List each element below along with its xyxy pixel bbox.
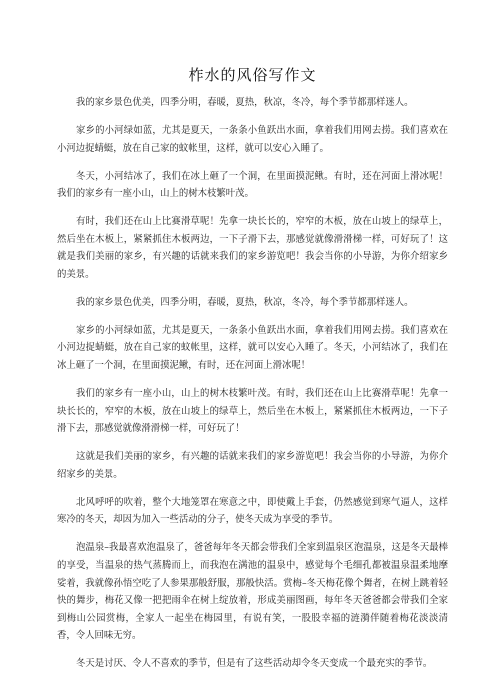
document-title: 柞水的风俗写作文 xyxy=(188,66,317,84)
paragraph: 我的家乡景色优美，四季分明，春暖，夏热，秋凉，冬冷，每个季节都那样迷人。 xyxy=(76,296,414,308)
paragraph: 有时，我们还在山上比赛滑草呢！先拿一块长长的，窄窄的木板，放在山坡上的绿草上，然后坐在木板上，紧紧抓住木板两边，一下子滑下去，那感觉就像滑滑梯一样，可好玩了！这就是我们美丽的家乡，有兴趣的话就来我们的家乡游览吧！我会当你的小导游，为你介绍家乡的美景。 xyxy=(57,216,448,280)
paragraph: 我的家乡景色优美，四季分明，春暖，夏热，秋凉，冬冷，每个季节都那样迷人。 xyxy=(76,97,414,108)
paragraph: 泡温泉–我最喜欢泡温泉了，爸爸每年冬天都会带我们全家到温泉区泡温泉，这是冬天最棒的享受，当温泉的热气蒸腾而上，而我泡在满池的温泉中，感觉每个毛细孔都被温泉温柔地摩娑着，我就像孙悟空吃了人参果那般舒服，那般快活。赏梅–冬天梅花像个舞者，在树上跳着轻快的舞步，梅花又像一把把雨伞在树上绽放着，形成美丽图画，每年冬天爸爸都会带我们全家到梅山公园赏梅，全家人一起坐在梅园里，有说有笑，一股股幸福的涟漪伴随着梅花淡淡清香，令人回味无穷。 xyxy=(57,542,448,642)
paragraph: 冬天，小河结冰了，我们在冰上砸了一个洞，在里面摸泥鳅。有时，还在河面上滑冰呢！我们的家乡有一座小山，山上的树木枝繁叶茂。 xyxy=(57,170,448,200)
paragraph: 这就是我们美丽的家乡，有兴趣的话就来我们的家乡游览吧！我会当你的小导游，为你介绍家乡的美景。 xyxy=(57,451,448,480)
paragraph: 家乡的小河绿如蓝，尤其是夏天，一条条小鱼跃出水面，拿着我们用网去捞。我们喜欢在小河边捉蜻蜓，放在自己家的蚊帐里，这样，就可以安心入睡了。冬天，小河结冰了，我们在冰上砸了一个洞，在里面摸泥鳅，有时，还在河面上滑冰呢！ xyxy=(57,324,448,372)
paragraph: 冬天是讨厌、令人不喜欢的季节，但是有了这些活动却令冬天变成一个最充实的季节。 xyxy=(76,658,433,670)
paragraph: 家乡的小河绿如蓝，尤其是夏天，一条条小鱼跃出水面，拿着我们用网去捞。我们喜欢在小河边捉蜻蜓，放在自己家的蚊帐里，这样，就可以安心入睡了。 xyxy=(57,124,448,154)
paragraph: 我们的家乡有一座小山，山上的树木枝繁叶茂。有时，我们还在山上比赛滑草呢！先拿一块长长的，窄窄的木板，放在山坡上的绿草上，然后坐在木板上，紧紧抓住木板两边，一下子滑下去，那感觉就像滑滑梯一样，可好玩了！ xyxy=(57,388,448,435)
paragraph: 北风呼呼的吹着，整个大地笼罩在寒意之中，即使戴上手套，仍然感觉到寒气逼人，这样寒冷的冬天，却因为加入一些活动的分子，使冬天成为享受的季节。 xyxy=(57,496,448,526)
